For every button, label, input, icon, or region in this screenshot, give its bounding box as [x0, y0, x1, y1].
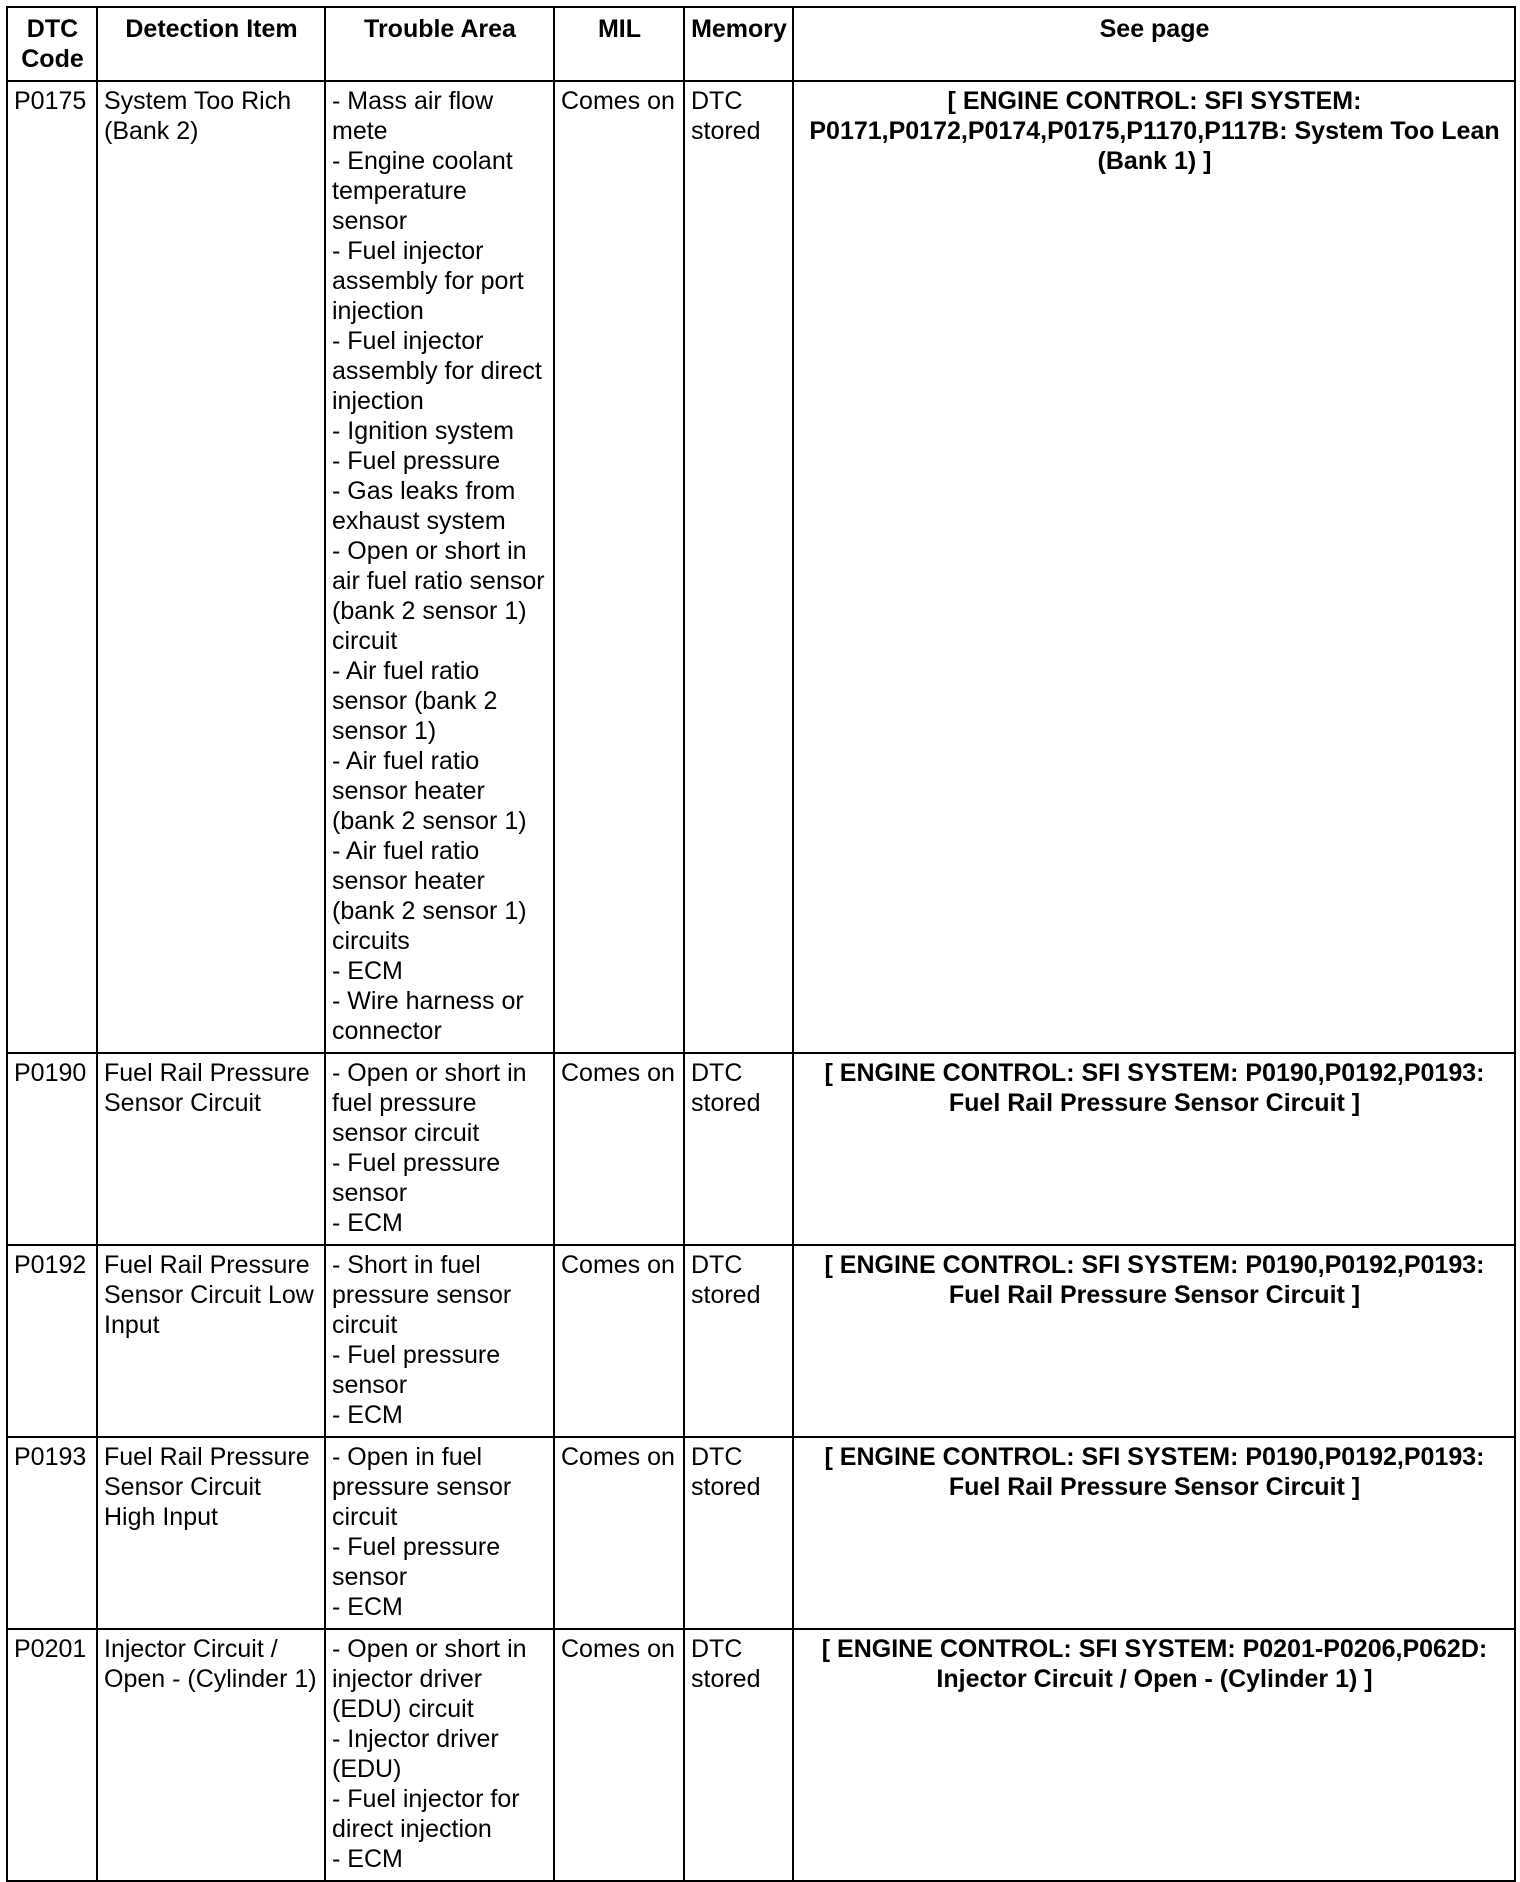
see-page-link[interactable]: [ ENGINE CONTROL: SFI SYSTEM: P0190,P0192,P0193: Fuel Rail Pressure Sensor Circuit ]	[793, 1053, 1515, 1245]
table-row	[7, 81, 1515, 1053]
trouble-area-item: - Air fuel ratio sensor (bank 2 sensor 1)	[332, 657, 498, 745]
trouble-area-item: - Ignition system	[332, 417, 515, 445]
dtc-table	[6, 6, 1516, 1882]
detection-item-cell: Fuel Rail Pressure Sensor Circuit Low Input	[97, 1245, 325, 1437]
trouble-area-item: - ECM	[332, 1209, 403, 1237]
trouble-area-item: - Open or short in injector driver (EDU) circuit	[332, 1635, 527, 1723]
detection-item-cell: Fuel Rail Pressure Sensor Circuit High Input	[97, 1437, 325, 1629]
mil-cell: Comes on	[554, 1053, 684, 1245]
header-see-page: See page	[793, 7, 1515, 81]
trouble-area-item: - ECM	[332, 957, 403, 985]
trouble-area-item: - Fuel injector assembly for direct injection	[332, 327, 542, 415]
trouble-area-cell	[325, 81, 554, 1053]
dtc-code-cell: P0175	[7, 81, 97, 1053]
trouble-area-cell	[325, 1245, 554, 1437]
trouble-area-item: - Fuel pressure	[332, 447, 501, 475]
header-detection-item: Detection Item	[97, 7, 325, 81]
trouble-area-item: - Mass air flow mete	[332, 87, 494, 145]
detection-item-cell: Fuel Rail Pressure Sensor Circuit	[97, 1053, 325, 1245]
mil-cell: Comes on	[554, 1437, 684, 1629]
mil-cell: Comes on	[554, 1245, 684, 1437]
table-row	[7, 1629, 1515, 1881]
dtc-code-cell: P0190	[7, 1053, 97, 1245]
see-page-link[interactable]: [ ENGINE CONTROL: SFI SYSTEM: P0190,P0192,P0193: Fuel Rail Pressure Sensor Circuit ]	[793, 1245, 1515, 1437]
trouble-area-item: - Wire harness or connector	[332, 987, 524, 1045]
trouble-area-item: - ECM	[332, 1401, 403, 1429]
dtc-table-page	[6, 6, 1514, 1882]
detection-item-cell: Injector Circuit / Open - (Cylinder 1)	[97, 1629, 325, 1881]
trouble-area-item: - Injector driver (EDU)	[332, 1725, 499, 1783]
trouble-area-item: - ECM	[332, 1593, 403, 1621]
header-dtc-code: DTC Code	[7, 7, 97, 81]
trouble-area-item: - Fuel pressure sensor	[332, 1341, 501, 1399]
mil-cell: Comes on	[554, 1629, 684, 1881]
detection-item-cell: System Too Rich (Bank 2)	[97, 81, 325, 1053]
memory-cell: DTC stored	[684, 1053, 793, 1245]
header-trouble-area: Trouble Area	[325, 7, 554, 81]
trouble-area-item: - Short in fuel pressure sensor circuit	[332, 1251, 512, 1339]
trouble-area-item: - Open or short in air fuel ratio sensor (bank 2 sensor 1) circuit	[332, 537, 545, 655]
memory-cell: DTC stored	[684, 1437, 793, 1629]
table-row	[7, 1437, 1515, 1629]
header-mil: MIL	[554, 7, 684, 81]
trouble-area-item: - Air fuel ratio sensor heater (bank 2 sensor 1) circuits	[332, 837, 527, 955]
mil-cell: Comes on	[554, 81, 684, 1053]
trouble-area-item: - Fuel pressure sensor	[332, 1149, 501, 1207]
table-row	[7, 1053, 1515, 1245]
table-row	[7, 1245, 1515, 1437]
trouble-area-item: - Fuel pressure sensor	[332, 1533, 501, 1591]
trouble-area-cell	[325, 1629, 554, 1881]
trouble-area-cell	[325, 1437, 554, 1629]
see-page-link[interactable]: [ ENGINE CONTROL: SFI SYSTEM: P0201-P0206,P062D: Injector Circuit / Open - (Cylinder 1) ]	[793, 1629, 1515, 1881]
dtc-code-cell: P0193	[7, 1437, 97, 1629]
memory-cell: DTC stored	[684, 81, 793, 1053]
dtc-code-cell: P0201	[7, 1629, 97, 1881]
trouble-area-item: - Gas leaks from exhaust system	[332, 477, 516, 535]
see-page-link[interactable]: [ ENGINE CONTROL: SFI SYSTEM: P0190,P0192,P0193: Fuel Rail Pressure Sensor Circuit ]	[793, 1437, 1515, 1629]
memory-cell: DTC stored	[684, 1629, 793, 1881]
trouble-area-item: - Engine coolant temperature sensor	[332, 147, 513, 235]
header-memory: Memory	[684, 7, 793, 81]
trouble-area-cell	[325, 1053, 554, 1245]
trouble-area-item: - Fuel injector for direct injection	[332, 1785, 520, 1843]
trouble-area-item: - Open in fuel pressure sensor circuit	[332, 1443, 512, 1531]
trouble-area-item: - Fuel injector assembly for port injection	[332, 237, 524, 325]
trouble-area-item: - Open or short in fuel pressure sensor circuit	[332, 1059, 527, 1147]
header-row	[7, 7, 1515, 81]
see-page-link[interactable]: [ ENGINE CONTROL: SFI SYSTEM: P0171,P0172,P0174,P0175,P1170,P117B: System Too Lean (Bank 1) ]	[793, 81, 1515, 1053]
trouble-area-item: - Air fuel ratio sensor heater (bank 2 sensor 1)	[332, 747, 527, 835]
memory-cell: DTC stored	[684, 1245, 793, 1437]
trouble-area-item: - ECM	[332, 1845, 403, 1873]
dtc-code-cell: P0192	[7, 1245, 97, 1437]
table-body	[7, 81, 1515, 1881]
